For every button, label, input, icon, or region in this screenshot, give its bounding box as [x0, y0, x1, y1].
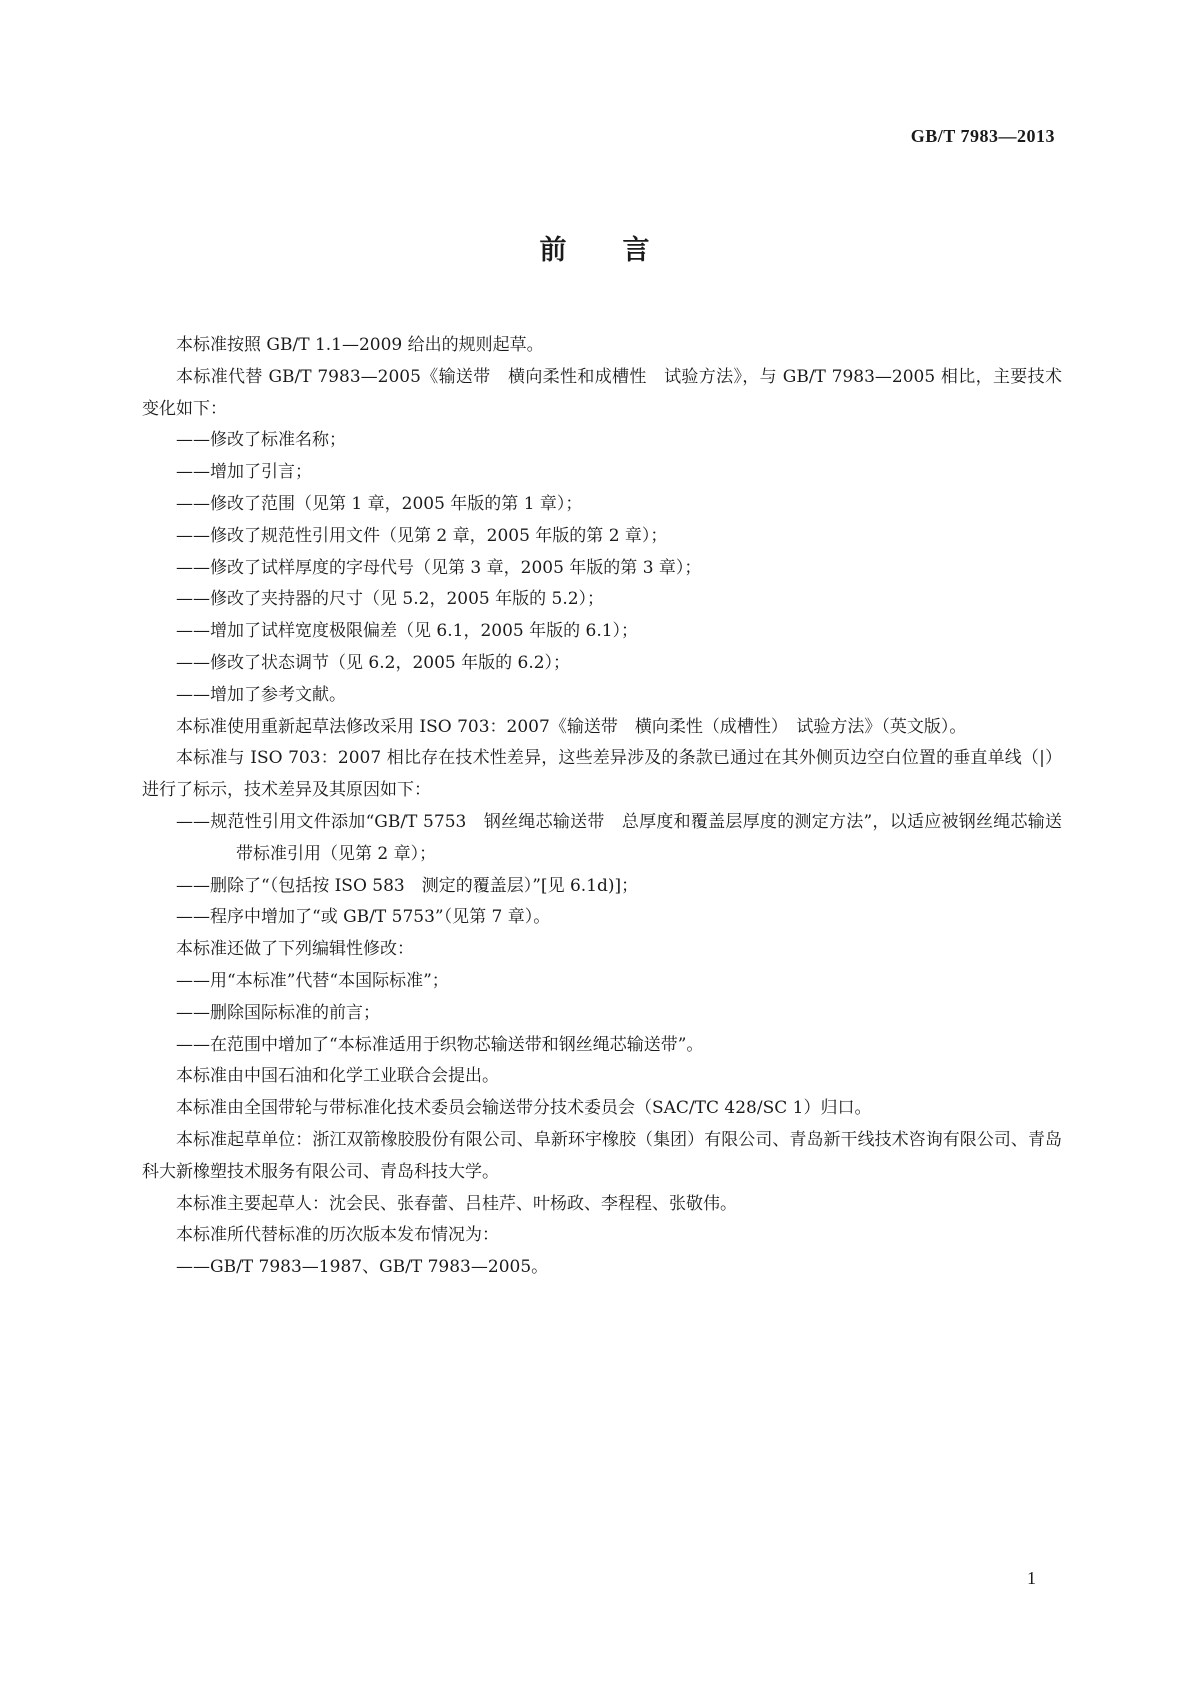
history-item: ——GB/T 7983—1987、GB/T 7983—2005。	[176, 1257, 549, 1278]
paragraph-administered-by: 本标准由全国带轮与带标准化技术委员会输送带分技术委员会（SAC/TC 428/SC 1）归口。	[176, 1098, 872, 1119]
edit-item: ——用“本标准”代替“本国际标准”；	[176, 970, 449, 991]
change-item: ——增加了引言；	[176, 462, 312, 483]
change-item: ——增加了试样宽度极限偏差（见 6.1，2005 年版的 6.1）；	[176, 621, 639, 642]
paragraph-editorial: 本标准还做了下列编辑性修改：	[176, 939, 414, 960]
paragraph-technical-differences: 本标准与 ISO 703：2007 相比存在技术性差异，这些差异涉及的条款已通过在其外侧页边空白位置的垂直单线（|）进行了标示，技术差异及其原因如下：	[142, 748, 1062, 801]
change-item: ——修改了夹持器的尺寸（见 5.2，2005 年版的 5.2）；	[176, 589, 605, 610]
paragraph-drafting-units: 本标准起草单位：浙江双箭橡胶股份有限公司、阜新环宇橡胶（集团）有限公司、青岛新干线技术咨询有限公司、青岛科大新橡塑技术服务有限公司、青岛科技大学。	[142, 1129, 1062, 1182]
title-char-2: 言	[622, 235, 652, 266]
page-number: 1	[1027, 1568, 1036, 1588]
foreword-body	[142, 330, 1062, 1284]
tech-diff-item: ——删除了“（包括按 ISO 583 测定的覆盖层）”[见 6.1d)]；	[176, 875, 639, 896]
edit-item: ——删除国际标准的前言；	[176, 1002, 380, 1023]
change-item: ——修改了试样厚度的字母代号（见第 3 章，2005 年版的第 3 章）；	[176, 557, 702, 578]
paragraph-proposed-by: 本标准由中国石油和化学工业联合会提出。	[176, 1066, 499, 1087]
paragraph-drafters: 本标准主要起草人：沈会民、张春蕾、吕桂芹、叶杨政、李程程、张敬伟。	[176, 1193, 737, 1214]
title-char-1: 前	[539, 235, 569, 266]
edit-item: ——在范围中增加了“本标准适用于织物芯输送带和钢丝绳芯输送带”。	[176, 1034, 704, 1055]
change-item: ——增加了参考文献。	[176, 684, 346, 705]
tech-diff-item: ——规范性引用文件添加“GB/T 5753 钢丝绳芯输送带 总厚度和覆盖层厚度的测定方法”，以适应被钢丝绳芯输送带标准引用（见第 2 章）；	[176, 811, 1062, 864]
paragraph-replaces: 本标准代替 GB/T 7983—2005《输送带 横向柔性和成槽性 试验方法》，与 GB/T 7983—2005 相比，主要技术变化如下：	[142, 366, 1062, 419]
change-item: ——修改了规范性引用文件（见第 2 章，2005 年版的第 2 章）；	[176, 525, 668, 546]
paragraph-history: 本标准所代替标准的历次版本发布情况为：	[176, 1225, 499, 1246]
change-item: ——修改了标准名称；	[176, 430, 346, 451]
standard-code: GB/T 7983—2013	[910, 126, 1055, 146]
page-title	[0, 228, 1191, 267]
paragraph-drafting-rules: 本标准按照 GB/T 1.1—2009 给出的规则起草。	[176, 335, 544, 355]
change-item: ——修改了状态调节（见 6.2，2005 年版的 6.2）；	[176, 652, 571, 673]
change-item: ——修改了范围（见第 1 章，2005 年版的第 1 章）；	[176, 493, 583, 514]
paragraph-adoption: 本标准使用重新起草法修改采用 ISO 703：2007《输送带 横向柔性（成槽性） 试验方法》（英文版）。	[176, 716, 967, 737]
tech-diff-item: ——程序中增加了“或 GB/T 5753”（见第 7 章）。	[176, 907, 551, 928]
